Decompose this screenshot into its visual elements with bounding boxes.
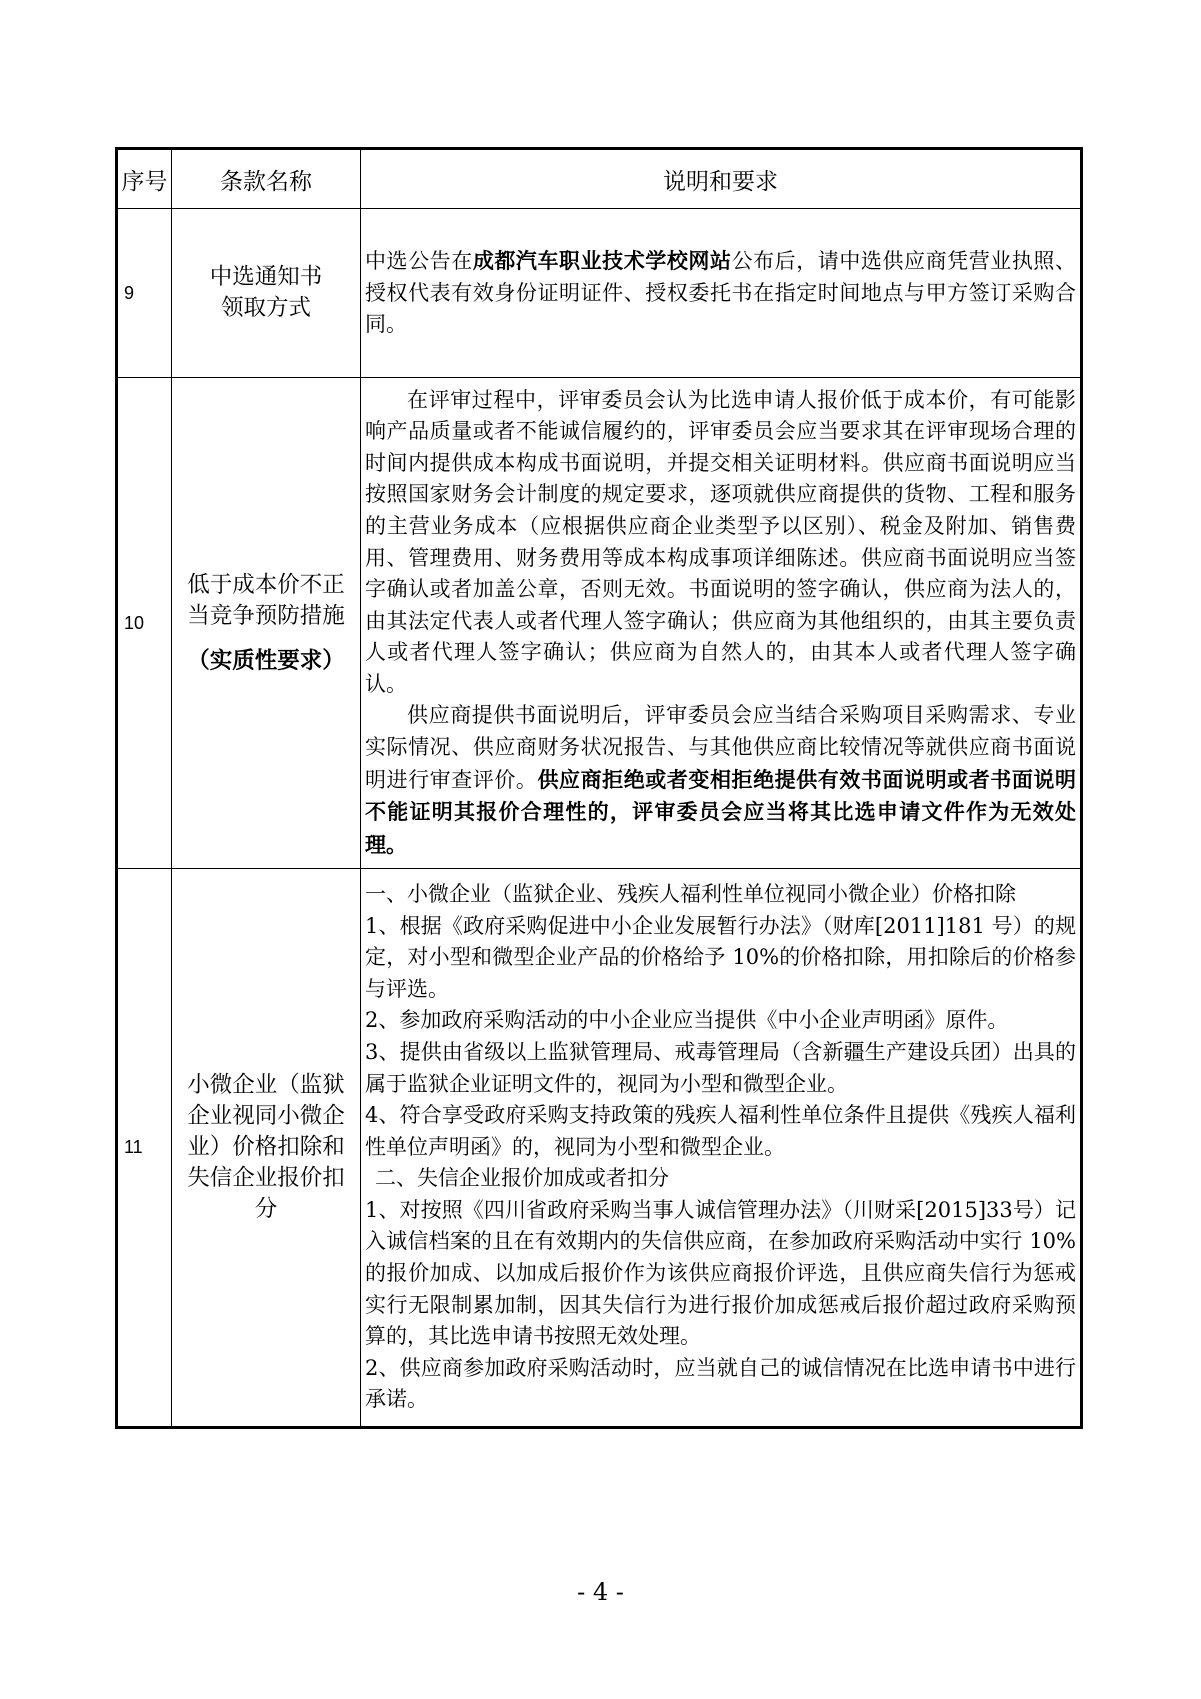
clause-name-line: 企业视同小微企 <box>187 1103 345 1129</box>
clause-name-line: 分 <box>254 1196 278 1222</box>
desc-line: 2、参加政府采购活动的中小企业应当提供《中小企业声明函》原件。 <box>365 1008 1009 1033</box>
desc-line: 4、符合享受政府采购支持政策的残疾人福利性单位条件且提供《残疾人福利性单位声明函》的，视同为小型和微型企业。 <box>365 1103 1076 1159</box>
desc-line: 1、对按照《四川省政府采购当事人诚信管理办法》（川财采[2015]33号）记入诚信档案的且在有效期内的失信供应商，在参加政府采购活动中实行 10%的报价加成、以加成后报价作为该供应商报价评选，且供应商失信行为惩戒实行无限制累加制，因其失信行为进行报价加成惩戒后报价超过政府采购预算的，其比选申请书按照无效处理。 <box>365 1197 1076 1349</box>
clause-name-line: 当竞争预防措施 <box>187 602 345 629</box>
clause-name-line: 小微企业（监狱 <box>187 1072 345 1098</box>
clause-name <box>172 378 361 869</box>
header-no: 序号 <box>117 149 172 209</box>
desc-line: 一、小微企业（监狱企业、残疾人福利性单位视同小微企业）价格扣除 <box>365 881 1016 906</box>
desc-line: 1、根据《政府采购促进中小企业发展暂行办法》（财库[2011]181 号）的规定，对小型和微型企业产品的价格给予 10%的价格扣除，用扣除后的价格参与评选。 <box>365 913 1076 1001</box>
school-website-text: 成都汽车职业技术学校网站 <box>472 248 732 274</box>
table-row <box>117 209 1082 378</box>
row-number: 11 <box>117 869 172 1428</box>
clause-name-line: 失信企业报价扣 <box>187 1165 345 1191</box>
clause-name-line: 低于成本价不正 <box>187 571 345 598</box>
clauses-table <box>115 147 1083 1429</box>
table-row <box>117 869 1082 1428</box>
clause-description <box>361 869 1082 1428</box>
table-row <box>117 378 1082 869</box>
row-number: 9 <box>117 209 172 378</box>
desc-paragraph: 在评审过程中，评审委员会认为比选申请人报价低于成本价，有可能影响产品质量或者不能诚信履约的，评审委员会应当要求其在评审现场合理的时间内提供成本构成书面说明，并提交相关证明材料。供应商书面说明应当按照国家财务会计制度的规定要求，逐项就供应商提供的货物、工程和服务的主营业务成本（应根据供应商企业类型予以区别）、税金及附加、销售费用、管理费用、财务费用等成本构成事项详细陈述。供应商书面说明应当签字确认或者加盖公章，否则无效。书面说明的签字确认，供应商为法人的，由其法定代表人或者代理人签字确认；供应商为其他组织的，由其主要负责人或者代理人签字确认；供应商为自然人的，由其本人或者代理人签字确认。 <box>365 387 1076 696</box>
clause-name <box>172 209 361 378</box>
desc-line: 二、失信企业报价加成或者扣分 <box>375 1166 669 1191</box>
clause-name-line: 领取方式 <box>220 295 311 321</box>
row-number: 10 <box>117 378 172 869</box>
desc-text: 供应商提供书面说明后，评审委员会应当结合采购项目采购需求、专业实际情况、供应商财务状况报告、与其他供应商比较情况等就供应商书面说明进行审查评价。 <box>365 703 1076 792</box>
desc-paragraph <box>365 700 1076 861</box>
page-number: - 4 - <box>577 1578 624 1606</box>
desc-line: 3、提供由省级以上监狱管理局、戒毒管理局（含新疆生产建设兵团）出具的属于监狱企业证明文件的，视同为小型和微型企业。 <box>365 1039 1076 1096</box>
clause-name-line: 业）价格扣除和 <box>187 1134 345 1160</box>
desc-emphasis: 供应商拒绝或者变相拒绝提供有效书面说明或者书面说明不能证明其报价合理性的，评审委员会应当将其比选申请文件作为无效处理。 <box>365 766 1076 857</box>
clause-description <box>361 378 1082 869</box>
clause-name <box>172 869 361 1428</box>
desc-text: 公布后，请中选供应商凭营业执照、授权代表有效身份证明证件、授权委托书在指定时间地点与甲方签订采购合同。 <box>365 249 1076 337</box>
header-desc: 说明和要求 <box>361 149 1082 209</box>
clause-description <box>361 209 1082 378</box>
desc-line: 2、供应商参加政府采购活动时，应当就自己的诚信情况在比选申请书中进行承诺。 <box>365 1355 1076 1412</box>
header-name: 条款名称 <box>172 149 361 209</box>
substantive-requirement-label: （实质性要求） <box>187 647 345 674</box>
desc-text: 中选公告在 <box>365 249 473 274</box>
clause-name-line: 中选通知书 <box>209 264 323 290</box>
header-row <box>117 149 1082 209</box>
